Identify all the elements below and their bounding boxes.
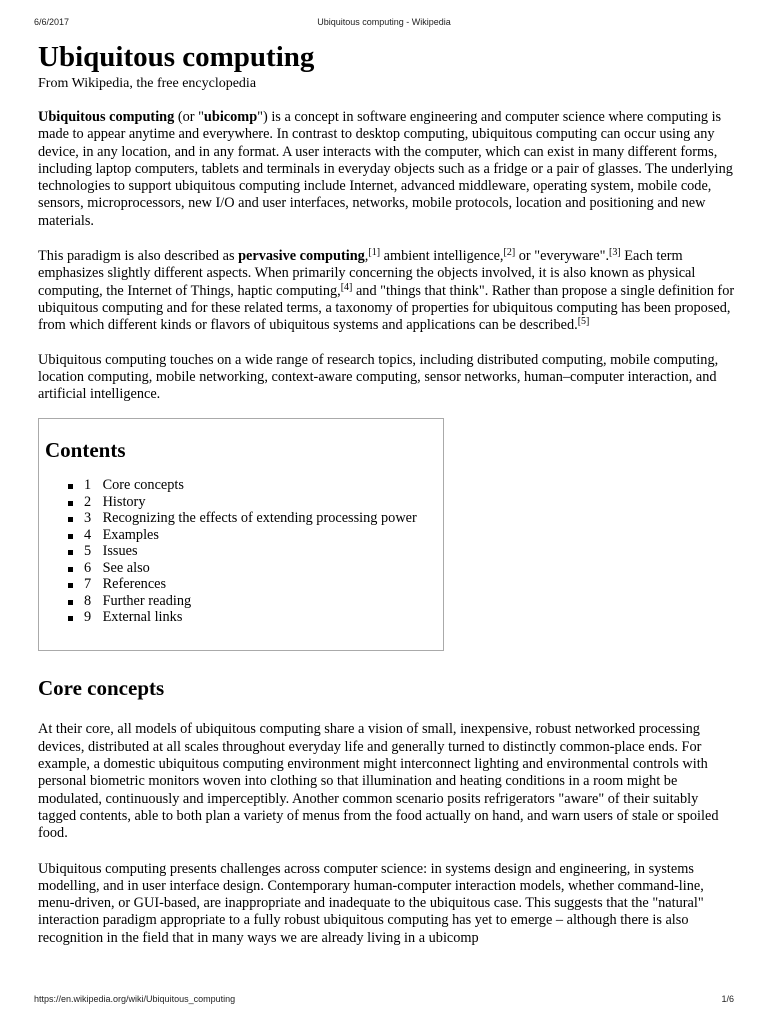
citation-1[interactable]: [1] [368,247,381,259]
intro-text: or "everyware". [515,248,610,265]
core-concepts-paragraph-1: At their core, all models of ubiquitous computing share a vision of small, inexpensive, robust networked processing devices, distributed at all scales throughout everyday life and generally turned to distinctly common-place ends. For example, a domestic ubiquitous computing environment might interconnect lighting and environmental controls with personal biometric monitors woven into clothing so that illumination and heating conditions in a room might be modulated, continuously and imperceptibly. Another common scenario posits refrigerators "aware" of their suitably tagged contents, able to both plan a variety of menus from the food actually on hand, and warn users of stale or spoiled food. [38,721,719,842]
toc-item-recognizing-effects[interactable] [67,510,437,527]
intro-text: and "things that think". Rather than propose a single definition for ubiquitous computing and for these related terms, a taxonomy of properties for ubiquitous computing has been proposed, from which different kinds or flavors of ubiquitous systems and applications can be described. [38,282,735,334]
table-of-contents [38,418,444,651]
print-date: 6/6/2017 [34,17,70,27]
toc-item-label[interactable]: Further reading [102,592,192,609]
toc-item-number: 2 [84,493,92,510]
toc-item-number: 4 [84,526,92,543]
alt-term-bold: ubicomp [203,109,258,125]
print-page-number: 1/6 [721,994,734,1004]
toc-item-label[interactable]: History [102,493,146,510]
intro-paragraph-2 [38,248,738,334]
toc-item-label[interactable]: Examples [102,526,159,543]
article-body [38,40,738,947]
toc-item-references[interactable] [67,576,437,593]
intro-text: Each term emphasizes slightly different aspects. When primarily concerning the objects involved, it is also known as physical computing, the Internet of Things, haptic computing, [38,248,696,299]
toc-item-label[interactable]: Issues [102,543,138,560]
print-page-title: Ubiquitous computing - Wikipedia [317,17,451,27]
term-bold: Ubiquitous computing [38,109,175,125]
core-concepts-paragraph-2: Ubiquitous computing presents challenges across computer science: in systems design and engineering, in systems modelling, and in user interface design. Contemporary human-computer interaction models, whether command-line, menu-driven, or GUI-based, are inappropriate and inadequate to the ubiquitous case. This suggests that the "natural" interaction paradigm appropriate to a fully robust ubiquitous computing has yet to emerge – although there is also recognition in the field that in many ways we are already living in a ubicomp [38,860,704,946]
intro-text: ambient intelligence, [380,248,504,265]
toc-item-number: 6 [84,559,92,576]
intro-text: This paradigm is also described as [38,248,239,265]
toc-item-core-concepts[interactable] [67,477,437,494]
page-title: Ubiquitous computing [38,41,315,73]
toc-item-label[interactable]: Recognizing the effects of extending processing power [102,510,417,527]
toc-item-number: 5 [84,543,92,560]
citation-5[interactable]: [5] [577,316,590,328]
toc-item-label[interactable]: Core concepts [102,477,184,494]
toc-item-history[interactable] [67,494,437,511]
print-url: https://en.wikipedia.org/wiki/Ubiquitous_computing [34,994,236,1004]
toc-item-further-reading[interactable] [67,593,437,610]
toc-item-number: 7 [84,576,92,593]
intro-text: ") is a concept in software engineering and computer science where computing is made to appear anytime and everywhere. In contrast to desktop computing, ubiquitous computing can occur using any device, in any location, and in any format. A user interacts with the computer, which can exist in many different forms, including laptop computers, tablets and terminals in everyday objects such as a fridge or a pair of glasses. The underlying technologies to support ubiquitous computing include Internet, advanced middleware, operating system, mobile code, sensors, microprocessors, new I/O and user interfaces, networks, mobile protocols, location and positioning and new materials. [38,109,733,229]
citation-3[interactable]: [3] [609,247,621,259]
citation-2[interactable]: [2] [503,247,516,259]
toc-item-label[interactable]: See also [102,559,150,576]
toc-item-label[interactable]: External links [102,609,183,626]
toc-item-number: 1 [84,477,92,494]
toc-item-number: 9 [84,609,92,626]
toc-heading: Contents [45,438,126,463]
toc-list [45,477,437,626]
pervasive-term-bold: pervasive computing [238,248,365,265]
toc-item-external-links[interactable] [67,609,437,626]
toc-item-label[interactable]: References [102,576,167,593]
toc-item-see-also[interactable] [67,560,437,577]
intro-paragraph-3: Ubiquitous computing touches on a wide range of research topics, including distributed computing, mobile computing, location computing, mobile networking, context-aware computing, sensor networks, human–computer interaction, and artificial intelligence. [38,351,719,403]
toc-item-number: 3 [84,510,92,527]
toc-item-examples[interactable] [67,527,437,544]
intro-paragraph-1 [38,109,738,230]
toc-item-issues[interactable] [67,543,437,560]
toc-item-number: 8 [84,592,92,609]
citation-4[interactable]: [4] [340,281,353,293]
tagline: From Wikipedia, the free encyclopedia [38,76,257,91]
intro-text: , [364,248,369,265]
section-heading-core-concepts: Core concepts [38,676,165,701]
intro-text: (or " [174,109,204,125]
